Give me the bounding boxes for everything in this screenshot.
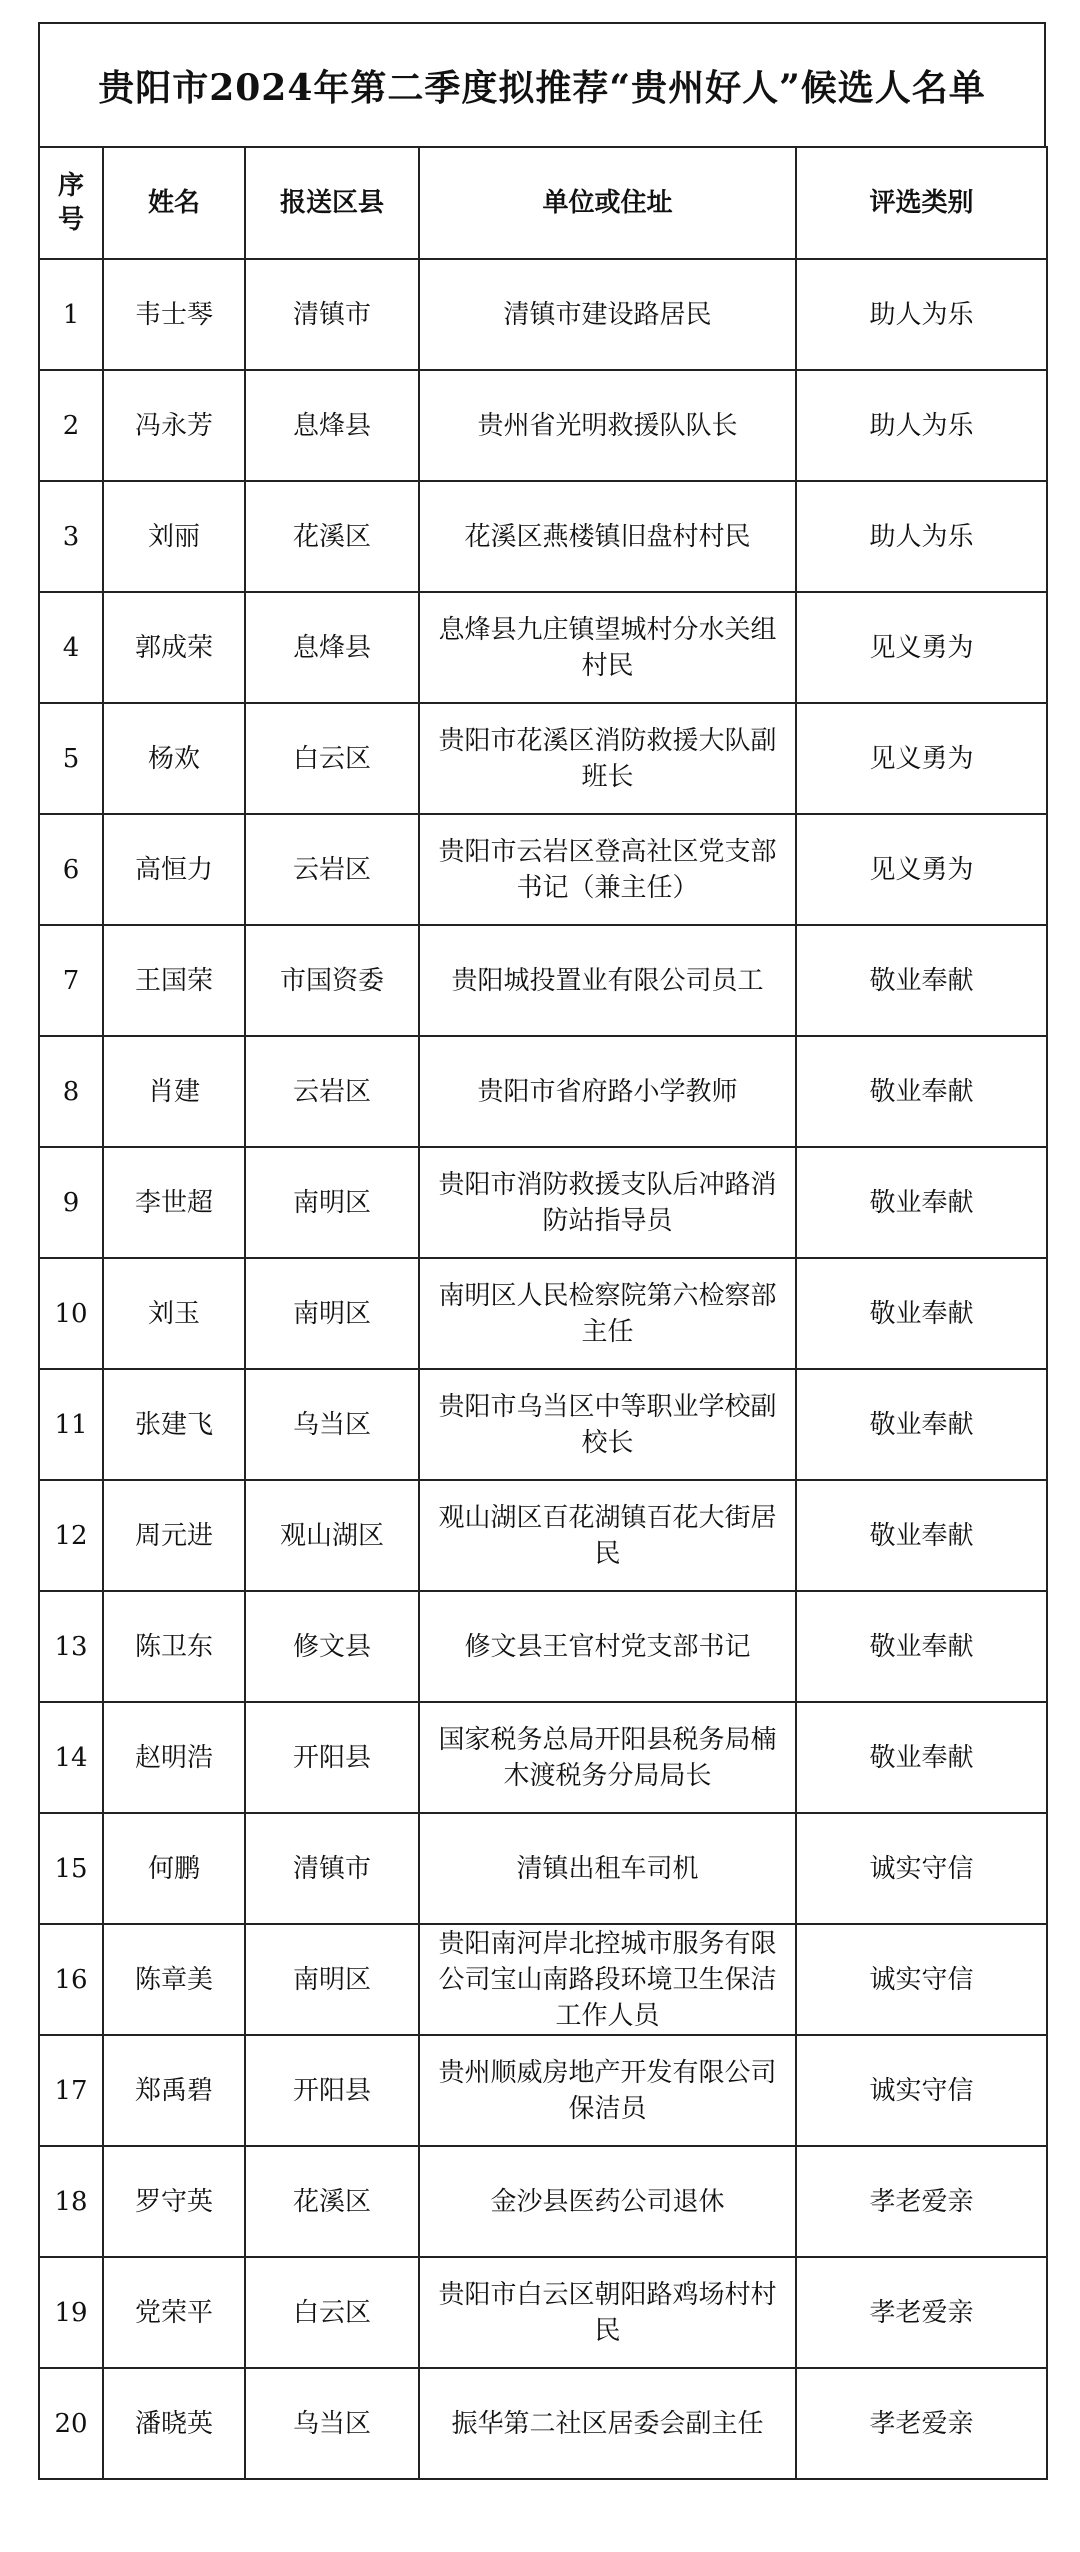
name-cell: 李世超	[103, 1147, 245, 1258]
category-cell: 孝老爱亲	[796, 2368, 1047, 2479]
county-cell: 花溪区	[245, 2146, 419, 2257]
category-cell: 助人为乐	[796, 370, 1047, 481]
category-cell: 敬业奉献	[796, 1369, 1047, 1480]
name-cell: 陈卫东	[103, 1591, 245, 1702]
table-row	[39, 259, 1047, 370]
row-number-cell: 5	[39, 703, 103, 814]
table-row	[39, 1480, 1047, 1591]
unit-cell: 贵阳市云岩区登高社区党支部书记（兼主任）	[419, 814, 796, 925]
county-cell: 云岩区	[245, 814, 419, 925]
row-number-cell: 1	[39, 259, 103, 370]
table-row	[39, 703, 1047, 814]
category-cell: 敬业奉献	[796, 1591, 1047, 1702]
row-number-cell: 12	[39, 1480, 103, 1591]
unit-cell: 贵阳市白云区朝阳路鸡场村村民	[419, 2257, 796, 2368]
unit-cell: 清镇市建设路居民	[419, 259, 796, 370]
unit-cell: 贵阳市乌当区中等职业学校副校长	[419, 1369, 796, 1480]
row-number-cell: 2	[39, 370, 103, 481]
header-unit: 单位或住址	[419, 147, 796, 259]
name-cell: 潘晓英	[103, 2368, 245, 2479]
header-county: 报送区县	[245, 147, 419, 259]
county-cell: 清镇市	[245, 1813, 419, 1924]
name-cell: 肖建	[103, 1036, 245, 1147]
unit-cell: 金沙县医药公司退休	[419, 2146, 796, 2257]
candidate-table	[38, 146, 1048, 2480]
county-cell: 南明区	[245, 1147, 419, 1258]
county-cell: 观山湖区	[245, 1480, 419, 1591]
row-number-cell: 17	[39, 2035, 103, 2146]
table-row	[39, 1591, 1047, 1702]
candidate-list-sheet	[38, 22, 1046, 2480]
county-cell: 南明区	[245, 1924, 419, 2035]
name-cell: 张建飞	[103, 1369, 245, 1480]
name-cell: 周元进	[103, 1480, 245, 1591]
unit-cell: 南明区人民检察院第六检察部主任	[419, 1258, 796, 1369]
category-cell: 诚实守信	[796, 1924, 1047, 2035]
unit-cell: 振华第二社区居委会副主任	[419, 2368, 796, 2479]
row-number-cell: 8	[39, 1036, 103, 1147]
table-row	[39, 1924, 1047, 2035]
row-number-cell: 20	[39, 2368, 103, 2479]
row-number-cell: 3	[39, 481, 103, 592]
name-cell: 韦士琴	[103, 259, 245, 370]
header-seq-line2: 号	[57, 205, 84, 235]
header-category: 评选类别	[796, 147, 1047, 259]
header-seq	[39, 147, 103, 259]
county-cell: 云岩区	[245, 1036, 419, 1147]
category-cell: 孝老爱亲	[796, 2146, 1047, 2257]
county-cell: 市国资委	[245, 925, 419, 1036]
county-cell: 白云区	[245, 2257, 419, 2368]
unit-cell: 修文县王官村党支部书记	[419, 1591, 796, 1702]
category-cell: 敬业奉献	[796, 1702, 1047, 1813]
unit-cell: 贵州顺威房地产开发有限公司保洁员	[419, 2035, 796, 2146]
name-cell: 杨欢	[103, 703, 245, 814]
county-cell: 开阳县	[245, 1702, 419, 1813]
category-cell: 见义勇为	[796, 703, 1047, 814]
table-header-row	[39, 147, 1047, 259]
table-row	[39, 1258, 1047, 1369]
table-row	[39, 1369, 1047, 1480]
header-seq-line1: 序	[57, 171, 84, 201]
row-number-cell: 4	[39, 592, 103, 703]
row-number-cell: 18	[39, 2146, 103, 2257]
category-cell: 诚实守信	[796, 1813, 1047, 1924]
unit-cell: 贵阳市花溪区消防救援大队副班长	[419, 703, 796, 814]
name-cell: 党荣平	[103, 2257, 245, 2368]
unit-cell: 观山湖区百花湖镇百花大街居民	[419, 1480, 796, 1591]
name-cell: 郭成荣	[103, 592, 245, 703]
row-number-cell: 10	[39, 1258, 103, 1369]
name-cell: 郑禹碧	[103, 2035, 245, 2146]
county-cell: 清镇市	[245, 259, 419, 370]
header-name: 姓名	[103, 147, 245, 259]
name-cell: 王国荣	[103, 925, 245, 1036]
category-cell: 敬业奉献	[796, 1480, 1047, 1591]
unit-cell: 贵阳南河岸北控城市服务有限公司宝山南路段环境卫生保洁工作人员	[419, 1924, 796, 2035]
name-cell: 赵明浩	[103, 1702, 245, 1813]
category-cell: 孝老爱亲	[796, 2257, 1047, 2368]
table-row	[39, 1813, 1047, 1924]
table-row	[39, 370, 1047, 481]
table-row	[39, 481, 1047, 592]
category-cell: 见义勇为	[796, 814, 1047, 925]
name-cell: 罗守英	[103, 2146, 245, 2257]
name-cell: 冯永芳	[103, 370, 245, 481]
table-row	[39, 925, 1047, 1036]
table-row	[39, 2257, 1047, 2368]
county-cell: 息烽县	[245, 370, 419, 481]
table-row	[39, 592, 1047, 703]
category-cell: 敬业奉献	[796, 925, 1047, 1036]
table-row	[39, 2035, 1047, 2146]
row-number-cell: 11	[39, 1369, 103, 1480]
category-cell: 敬业奉献	[796, 1147, 1047, 1258]
row-number-cell: 7	[39, 925, 103, 1036]
table-row	[39, 1702, 1047, 1813]
unit-cell: 贵阳城投置业有限公司员工	[419, 925, 796, 1036]
category-cell: 敬业奉献	[796, 1036, 1047, 1147]
unit-cell: 国家税务总局开阳县税务局楠木渡税务分局局长	[419, 1702, 796, 1813]
page-title: 贵阳市2024年第二季度拟推荐“贵州好人”候选人名单	[38, 22, 1046, 146]
name-cell: 何鹏	[103, 1813, 245, 1924]
county-cell: 开阳县	[245, 2035, 419, 2146]
row-number-cell: 13	[39, 1591, 103, 1702]
row-number-cell: 6	[39, 814, 103, 925]
county-cell: 南明区	[245, 1258, 419, 1369]
county-cell: 花溪区	[245, 481, 419, 592]
category-cell: 见义勇为	[796, 592, 1047, 703]
table-row	[39, 2146, 1047, 2257]
name-cell: 刘丽	[103, 481, 245, 592]
county-cell: 修文县	[245, 1591, 419, 1702]
category-cell: 诚实守信	[796, 2035, 1047, 2146]
name-cell: 高恒力	[103, 814, 245, 925]
unit-cell: 息烽县九庄镇望城村分水关组村民	[419, 592, 796, 703]
county-cell: 乌当区	[245, 1369, 419, 1480]
name-cell: 刘玉	[103, 1258, 245, 1369]
unit-cell: 贵阳市省府路小学教师	[419, 1036, 796, 1147]
county-cell: 乌当区	[245, 2368, 419, 2479]
unit-cell: 清镇出租车司机	[419, 1813, 796, 1924]
row-number-cell: 16	[39, 1924, 103, 2035]
category-cell: 助人为乐	[796, 259, 1047, 370]
row-number-cell: 14	[39, 1702, 103, 1813]
county-cell: 息烽县	[245, 592, 419, 703]
table-row	[39, 814, 1047, 925]
table-row	[39, 1036, 1047, 1147]
row-number-cell: 9	[39, 1147, 103, 1258]
name-cell: 陈章美	[103, 1924, 245, 2035]
table-row	[39, 2368, 1047, 2479]
table-row	[39, 1147, 1047, 1258]
unit-cell: 贵州省光明救援队队长	[419, 370, 796, 481]
row-number-cell: 19	[39, 2257, 103, 2368]
row-number-cell: 15	[39, 1813, 103, 1924]
county-cell: 白云区	[245, 703, 419, 814]
category-cell: 助人为乐	[796, 481, 1047, 592]
unit-cell: 贵阳市消防救援支队后冲路消防站指导员	[419, 1147, 796, 1258]
unit-cell: 花溪区燕楼镇旧盘村村民	[419, 481, 796, 592]
category-cell: 敬业奉献	[796, 1258, 1047, 1369]
